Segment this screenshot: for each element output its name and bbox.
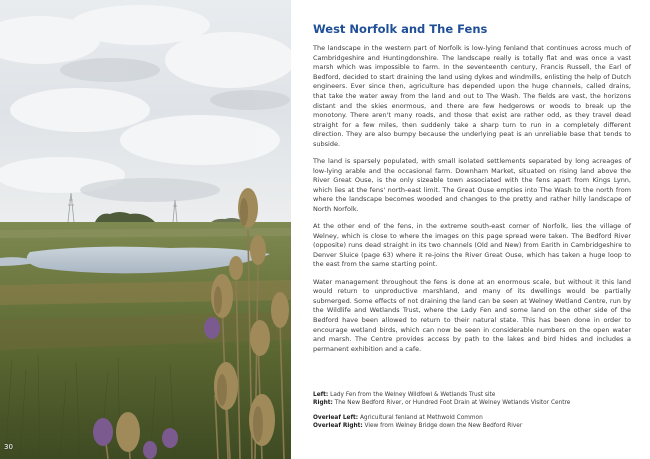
caption-label: Overleaf Right: bbox=[313, 422, 363, 429]
caption-overleaf-right bbox=[313, 422, 631, 430]
caption-left bbox=[313, 391, 631, 399]
page-number: 30 bbox=[4, 443, 13, 451]
caption-text: View from Welney Bridge down the New Bedford River bbox=[364, 422, 523, 429]
caption-overleaf-left bbox=[313, 414, 631, 422]
text-page bbox=[291, 0, 650, 459]
photo-illustration bbox=[0, 0, 291, 459]
paragraph: The land is sparsely populated, with small isolated settlements separated by long acreages of low-lying arable and the occasional farm. Downham Market, situated on rising land above the River Great Ouse, is the only sizeable town associated with the fens apart from Kings Lynn, which lies at the fens' north-east limit. The Great Ouse empties into The Wash to the north from where the landscape becomes wooded and changes to the pretty and rather hilly landscape of North Norfolk. bbox=[313, 157, 631, 213]
paragraph: Water management throughout the fens is done at an enormous scale, but without it this land would return to unproductive marshland, and many of its dwellings would be partially submerged. Some effects of not draining the land can be seen at Welney Wetland Centre, run by the Wildlife and Wetlands Trust, where the Lady Fen and some land on the other side of the Bedford have been allowed to return to their natural state. This has been done in order to encourage wetland birds, which can now be seen in considerable numbers on the open water and marsh. The Centre provides access by path to the lakes and bird hides and includes a permanent exhibition and a cafe. bbox=[313, 277, 631, 353]
chapter-title: West Norfolk and The Fens bbox=[313, 22, 488, 36]
paragraph: At the other end of the fens, in the extreme south-east corner of Norfolk, lies the village of Welney, which is close to where the images on this page spread were taken. The Bedford River (opposite) runs dead straight in its two channels (Old and New) from Earith in Cambridgeshire to Denver Sluice (page 63) where it re-joins the River Great Ouse, which has taken a huge loop to the east from the same starting point. bbox=[313, 222, 631, 269]
caption-label: Left: bbox=[313, 392, 329, 398]
caption-right bbox=[313, 399, 631, 407]
caption-text: Agricultural fenland at Methwold Common bbox=[359, 414, 483, 421]
caption-label: Overleaf Left: bbox=[313, 414, 359, 421]
photo-captions bbox=[313, 391, 631, 430]
caption-label: Right: bbox=[313, 400, 333, 407]
caption-text: The New Bedford River, or Hundred Foot Drain at Welney Wetlands Visitor Centre bbox=[334, 400, 571, 407]
caption-text: Lady Fen from the Welney Wildfowl & Wetlands Trust site bbox=[330, 392, 496, 398]
body-text bbox=[313, 44, 631, 362]
paragraph: The landscape in the western part of Norfolk is low-lying fenland that continues across much of Cambridgeshire and Huntingdonshire. The landscape really is totally flat and was once a vast marsh which was impossible to farm. In the seventeenth century, Francis Russell, the Earl of Bedford, decided to start draining the land using dykes and windmills, enlisting the help of Dutch engineers. Ever since then, agriculture has depended upon the huge channels, called drains, that take the water away from the land and out to The Wash. The fields are vast, the horizons distant and the skies enormous, and there are few hedgerows or woods to break up the monotony. There aren't many roads, and those that exist are rather odd, as they travel dead straight for a few miles, then suddenly take a sharp turn to run in a completely different direction. They are also bumpy because the underlying peat is an unreliable base that tends to subside. bbox=[313, 44, 631, 148]
fen-photo bbox=[0, 0, 291, 459]
